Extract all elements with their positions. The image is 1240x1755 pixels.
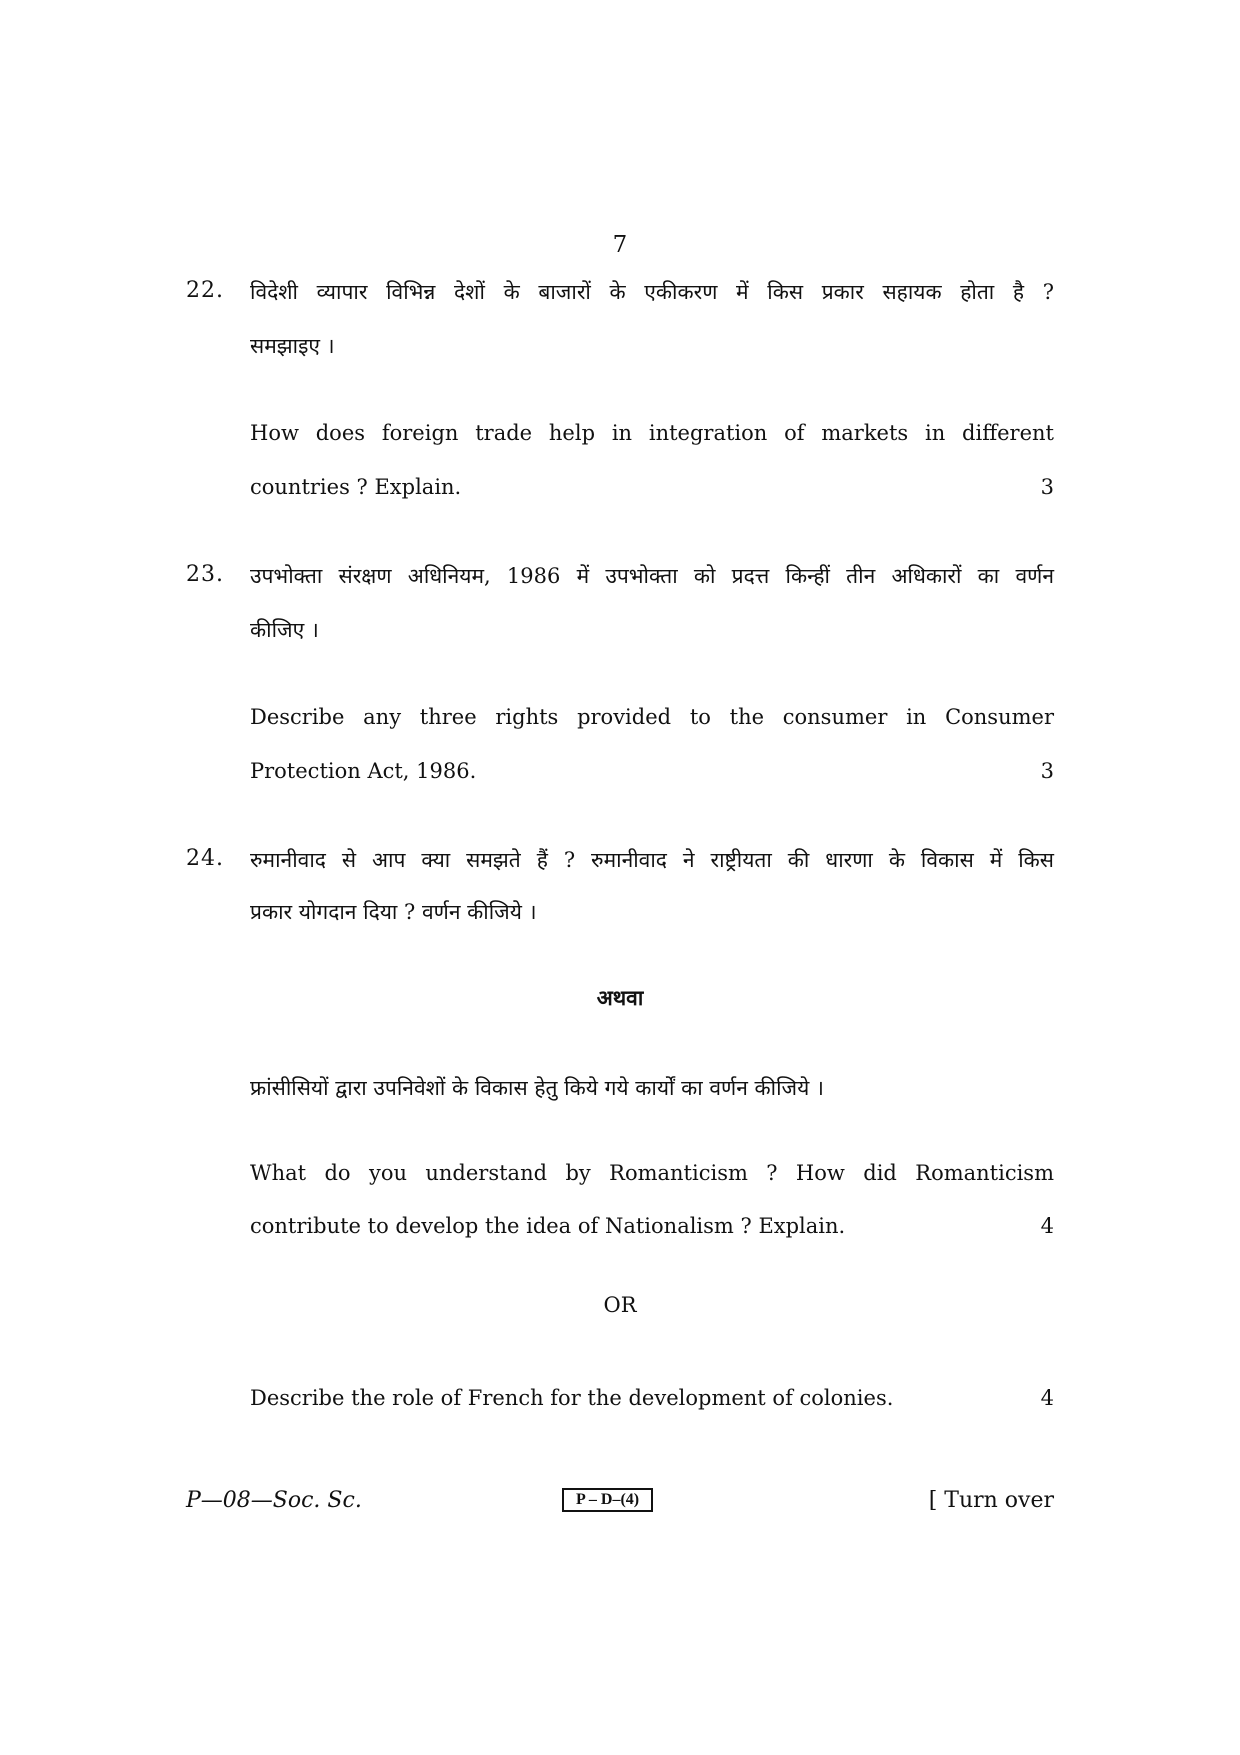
marks-label: 4 [1040, 1386, 1054, 1410]
question-english-line: How does foreign trade help in integration of markets in different [250, 421, 1054, 445]
question-22 [186, 278, 1054, 508]
question-english-line: Protection Act, 1986. [250, 759, 477, 783]
question-24 [186, 846, 1054, 1410]
turn-over-label: [ Turn over [928, 1488, 1054, 1513]
page-footer [186, 1488, 1054, 1518]
question-hindi-line: समझाइए । [250, 334, 335, 358]
question-english-line: What do you understand by Romanticism ? How did Romanticism [250, 1161, 1054, 1185]
question-hindi-line: रुमानीवाद से आप क्या समझते हैं ? रुमानीवाद ने राष्ट्रीयता की धारणा के विकास में किस [250, 848, 1054, 872]
marks-label: 4 [1040, 1214, 1054, 1238]
question-english-line: countries ? Explain. [250, 475, 462, 499]
question-hindi-alternative: फ्रांसीसियों द्वारा उपनिवेशों के विकास हेतु किये गये कार्यों का वर्णन कीजिये । [250, 1076, 824, 1100]
question-hindi-line: कीजिए । [250, 618, 319, 642]
question-number: 23. [186, 562, 224, 587]
question-number: 22. [186, 278, 224, 303]
marks-label: 3 [1040, 475, 1054, 499]
paper-code: P—08—Soc. Sc. [186, 1488, 362, 1513]
question-number: 24. [186, 846, 224, 871]
question-hindi-line: उपभोक्ता संरक्षण अधिनियम, 1986 में उपभोक्ता को प्रदत्त किन्हीं तीन अधिकारों का वर्णन [250, 564, 1054, 588]
question-english-alternative: Describe the role of French for the development of colonies. [250, 1386, 894, 1410]
hindi-or-separator: अथवा [596, 985, 644, 1010]
question-23 [186, 562, 1054, 792]
question-hindi-line: विदेशी व्यापार विभिन्न देशों के बाजारों के एकीकरण में किस प्रकार सहायक होता है ? [250, 280, 1054, 304]
paper-set-box: P – D–(4) [562, 1488, 653, 1512]
marks-label: 3 [1040, 759, 1054, 783]
question-english-line: Describe any three rights provided to the consumer in Consumer [250, 705, 1054, 729]
page-number: 7 [612, 232, 628, 258]
english-or-separator: OR [603, 1293, 637, 1317]
question-hindi-line: प्रकार योगदान दिया ? वर्णन कीजिये । [250, 900, 537, 924]
question-english-line: contribute to develop the idea of Nationalism ? Explain. [250, 1214, 846, 1238]
